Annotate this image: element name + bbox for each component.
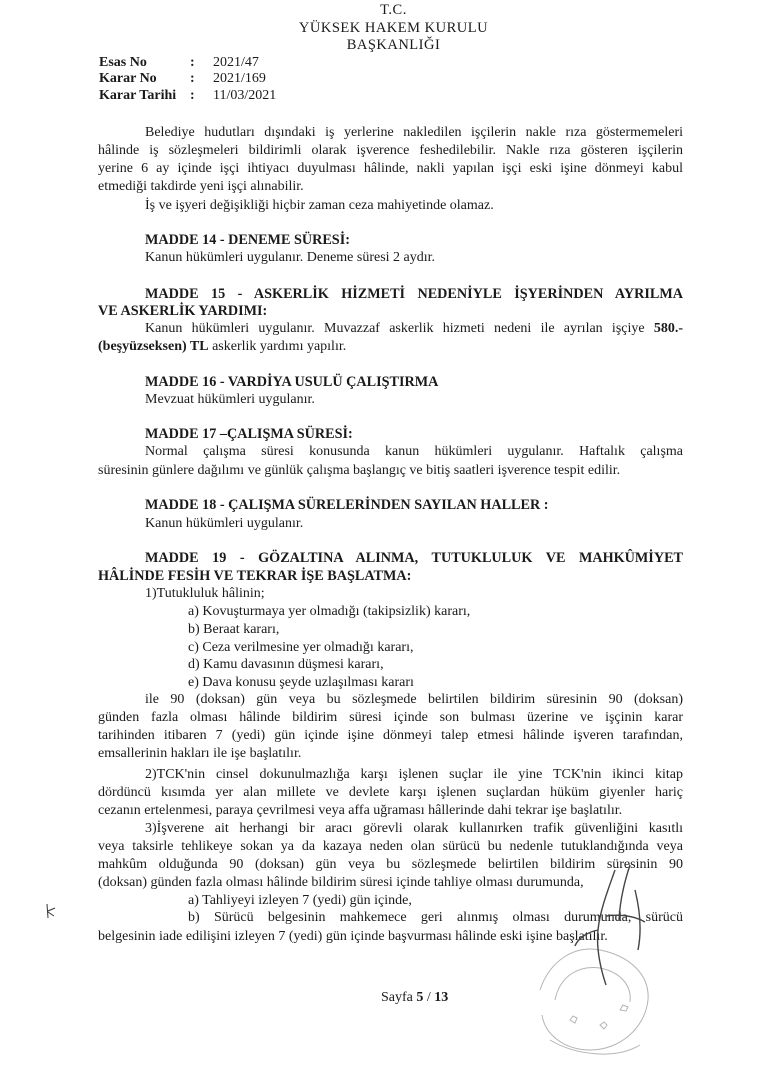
article-15-body-tail: askerlik yardımı yapılır. (208, 339, 347, 354)
article-17-title: MADDE 17 –ÇALIŞMA SÜRESİ: (145, 426, 353, 442)
article-19-p1-intro: 1)Tutukluluk hâlinin; (145, 586, 265, 601)
intro-line-4: etmediği takdirde yeni işçi alınabilir. (98, 179, 304, 194)
header-tc: T.C. (380, 2, 407, 18)
article-19-item-b: b) Beraat kararı, (188, 622, 280, 637)
article-19-p3-line-1: 3)İşverene ait herhangi bir aracı görevli olarak kullanırken trafik güvenliğini kasıtlı (145, 821, 683, 836)
article-19-p3-item-b-line-1: b) Sürücü belgesinin mahkemece geri alınmış olması durumunda, sürücü (188, 910, 683, 925)
page-prefix: Sayfa (381, 990, 417, 1005)
margin-mark-icon (44, 902, 58, 920)
intro-line-2: hâlinde iş sözleşmeleri bildirimli olarak işverence feshedilebilir. Nakle rıza gösteren işçilerin (98, 143, 683, 158)
article-14-title: MADDE 14 - DENEME SÜRESİ: (145, 232, 350, 248)
article-19-item-e: e) Dava konusu şeyde uzlaşılması kararı (188, 675, 414, 690)
article-19-p1-line-1: ile 90 (doksan) gün veya bu sözleşmede belirtilen bildirim süresinin 90 (doksan) (145, 692, 683, 707)
page-current: 5 (416, 990, 424, 1005)
article-16-body: Mevzuat hükümleri uygulanır. (145, 392, 315, 407)
meta-label-esas: Esas No (99, 55, 147, 70)
article-19-p3-line-3: mahkûm olduğunda 90 (doksan) gün veya bu sözleşmede belirtilen bildirim süresinin 90 (98, 857, 683, 872)
article-19-p1-line-4: emsallerinin hakları ile işe başlatılır. (98, 746, 302, 761)
meta-sep: : (190, 55, 195, 70)
article-19-p2-line-1: 2)TCK'nin cinsel dokunulmazlığa karşı işlenen suçlar ile yine TCK'nin ikinci kitap (145, 767, 683, 782)
article-19-item-a: a) Kovuşturmaya yer olmadığı (takipsizlik) kararı, (188, 604, 471, 619)
article-15-body-line-2 (98, 338, 346, 356)
article-15-title-line-1: MADDE 15 - ASKERLİK HİZMETİ NEDENİYLE İŞYERİNDEN AYRILMA (145, 286, 683, 302)
article-19-p1-line-2: günden fazla olması hâlinde bildirim süresi içinde son bulması üzerine ve işçinin karar (98, 710, 683, 725)
article-19-p1-line-3: tarihinden itibaren 7 (yedi) gün içinde işine dönmeyi talep etmesi hâlinde işveren tarafından, (98, 728, 683, 743)
article-15-amount: 580.- (653, 321, 684, 336)
article-18-title: MADDE 18 - ÇALIŞMA SÜRELERİNDEN SAYILAN HALLER : (145, 497, 549, 513)
article-19-p3-item-b-line-2: belgesinin iade edilişini izleyen 7 (yedi) gün içinde başvurması hâlinde eski işine başlatılır. (98, 929, 608, 944)
article-17-body-line-1: Normal çalışma süresi konusunda kanun hükümleri uygulanır. Haftalık çalışma (145, 444, 683, 459)
page-sep: / (423, 990, 435, 1005)
header-department: BAŞKANLIĞI (346, 37, 441, 53)
article-15-amount-words: (beşyüzseksen) TL (98, 339, 209, 354)
page-total: 13 (434, 990, 449, 1005)
article-19-item-d: d) Kamu davasının düşmesi kararı, (188, 657, 384, 672)
signature-seal-icon (480, 850, 700, 1080)
article-19-p3-item-a: a) Tahliyeyi izleyen 7 (yedi) gün içinde, (188, 893, 412, 908)
intro-line-1: Belediye hudutları dışındaki iş yerlerine nakledilen işçilerin nakle rıza göstermemeleri (145, 125, 683, 140)
intro-line-5: İş ve işyeri değişikliği hiçbir zaman ceza mahiyetinde olamaz. (145, 198, 494, 213)
article-19-item-c: c) Ceza verilmesine yer olmadığı kararı, (188, 640, 414, 655)
meta-value-karar: 2021/169 (213, 71, 266, 86)
article-19-p3-line-2: veya taksirle tehlikeye sokan ya da kazaya neden olan sürücü bu nedenle tutuklandığında veya (98, 839, 683, 854)
meta-value-esas: 2021/47 (213, 55, 259, 70)
article-15-body-line-1 (145, 321, 683, 337)
meta-sep: : (190, 71, 195, 86)
article-19-p2-line-2: dördüncü kısımda yer alan millete ve devlete karşı işlenen suçlardan hüküm giyenler hariç (98, 785, 683, 800)
intro-line-3: yerine 6 ay içinde işçi ihtiyacı duyulması hâlinde, nakli yapılan işçi eski işine dönmeyi kabul (98, 161, 683, 176)
header-institution: YÜKSEK HAKEM KURULU (298, 20, 489, 36)
article-19-p2-line-3: cezanın ertelenmesi, paraya çevrilmesi veya affa uğraması hâllerinde dahi tekrar işe başlatılır. (98, 803, 623, 818)
article-19-p3-line-4: (doksan) günden fazla olması hâlinde bildirim süresi içinde tahliye olması durumunda, (98, 875, 584, 890)
article-16-title: MADDE 16 - VARDİYA USULÜ ÇALIŞTIRMA (145, 374, 439, 390)
article-15-title-line-2: VE ASKERLİK YARDIMI: (98, 303, 268, 319)
article-17-body-line-2: süresinin günlere dağılımı ve günlük çalışma başlangıç ve bitiş saatleri işverence tespit edilir. (98, 463, 621, 478)
article-18-body: Kanun hükümleri uygulanır. (145, 516, 304, 531)
article-19-title-line-1: MADDE 19 - GÖZALTINA ALINMA, TUTUKLULUK VE MAHKÛMİYET (145, 550, 683, 566)
page-number (381, 990, 448, 1006)
meta-value-tarih: 11/03/2021 (213, 88, 277, 103)
article-19-title-line-2: HÂLİNDE FESİH VE TEKRAR İŞE BAŞLATMA: (98, 568, 412, 584)
meta-label-karar: Karar No (99, 71, 157, 86)
article-14-body: Kanun hükümleri uygulanır. Deneme süresi 2 aydır. (145, 250, 436, 265)
article-15-body-text: Kanun hükümleri uygulanır. Muvazzaf askerlik hizmeti nedeni ile ayrılan işçiye (145, 321, 645, 336)
meta-sep: : (190, 88, 195, 103)
meta-label-tarih: Karar Tarihi (99, 88, 177, 103)
